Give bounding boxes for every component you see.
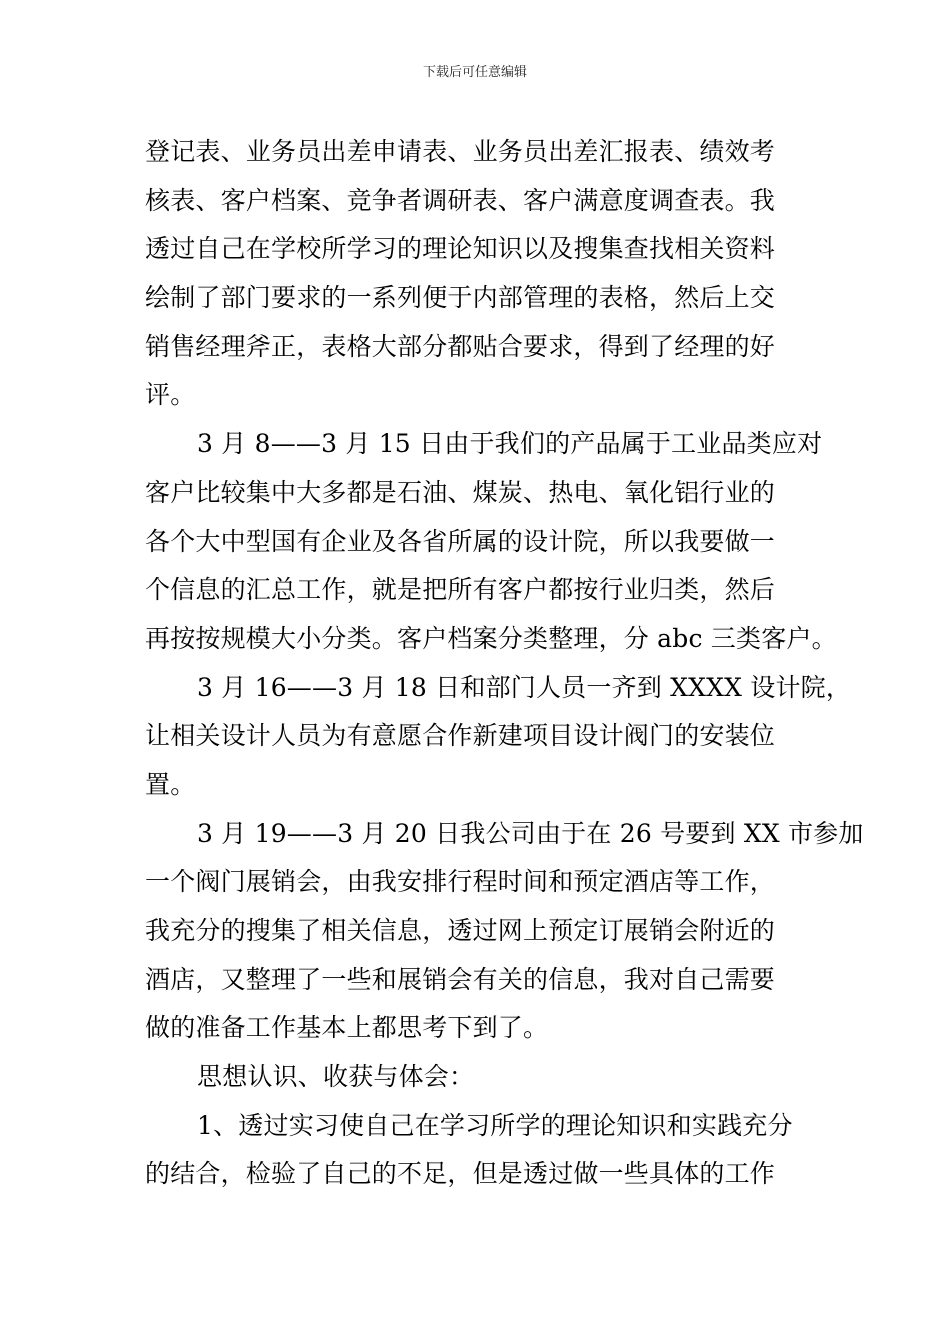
page-header: 下载后可任意编辑 [422,65,527,80]
text-line: 让相关设计人员为有意愿合作新建项目设计阀门的安装位 [145,721,776,751]
text-line: 的结合，检验了自己的不足，但是透过做一些具体的工作 [145,1159,776,1189]
text-line: 各个大中型国有企业及各省所属的设计院，所以我要做一 [145,526,776,556]
text-line: 登记表、业务员出差申请表、业务员出差汇报表、绩效考 [145,137,776,166]
text-line: 一个阀门展销会，由我安排行程时间和预定酒店等工作， [145,867,776,897]
text-line: 再按按规模大小分类。客户档案分类整理，分 abc 三类客户。 [145,623,837,653]
text-line: 透过自己在学校所学习的理论知识以及搜集查找相关资料 [145,234,776,264]
section-heading-line: 思想认识、收获与体会： [197,1062,475,1092]
text-line: 个信息的汇总工作，就是把所有客户都按行业归类，然后 [145,575,776,605]
text-line: 销售经理斧正，表格大部分都贴合要求，得到了经理的好 [145,331,776,361]
text-line: 核表、客户档案、竞争者调研表、客户满意度调查表。我 [145,185,776,215]
text-line: 酒店，又整理了一些和展销会有关的信息，我对自己需要 [145,964,776,994]
text-line: 评。 [145,380,196,410]
paragraph-start-line: 1、透过实习使自己在学习所学的理论知识和实践充分 [197,1110,793,1140]
text-line: 客户比较集中大多都是石油、煤炭、热电、氧化铝行业的 [145,477,776,507]
text-line: 绘制了部门要求的一系列便于内部管理的表格，然后上交 [145,283,776,313]
text-line: 做的准备工作基本上都思考下到了。 [145,1013,549,1043]
paragraph-start-line: 3 月 8——3 月 15 日由于我们的产品属于工业品类应对 [197,429,823,459]
text-line: 置。 [145,769,196,799]
text-line: 我充分的搜集了相关信息，透过网上预定订展销会附近的 [145,916,776,945]
paragraph-start-line: 3 月 16——3 月 18 日和部门人员一齐到 XXXX 设计院， [197,672,852,702]
document-body [145,128,864,1199]
paragraph-start-line: 3 月 19——3 月 20 日我公司由于在 26 号要到 XX 市参加 [197,818,864,848]
